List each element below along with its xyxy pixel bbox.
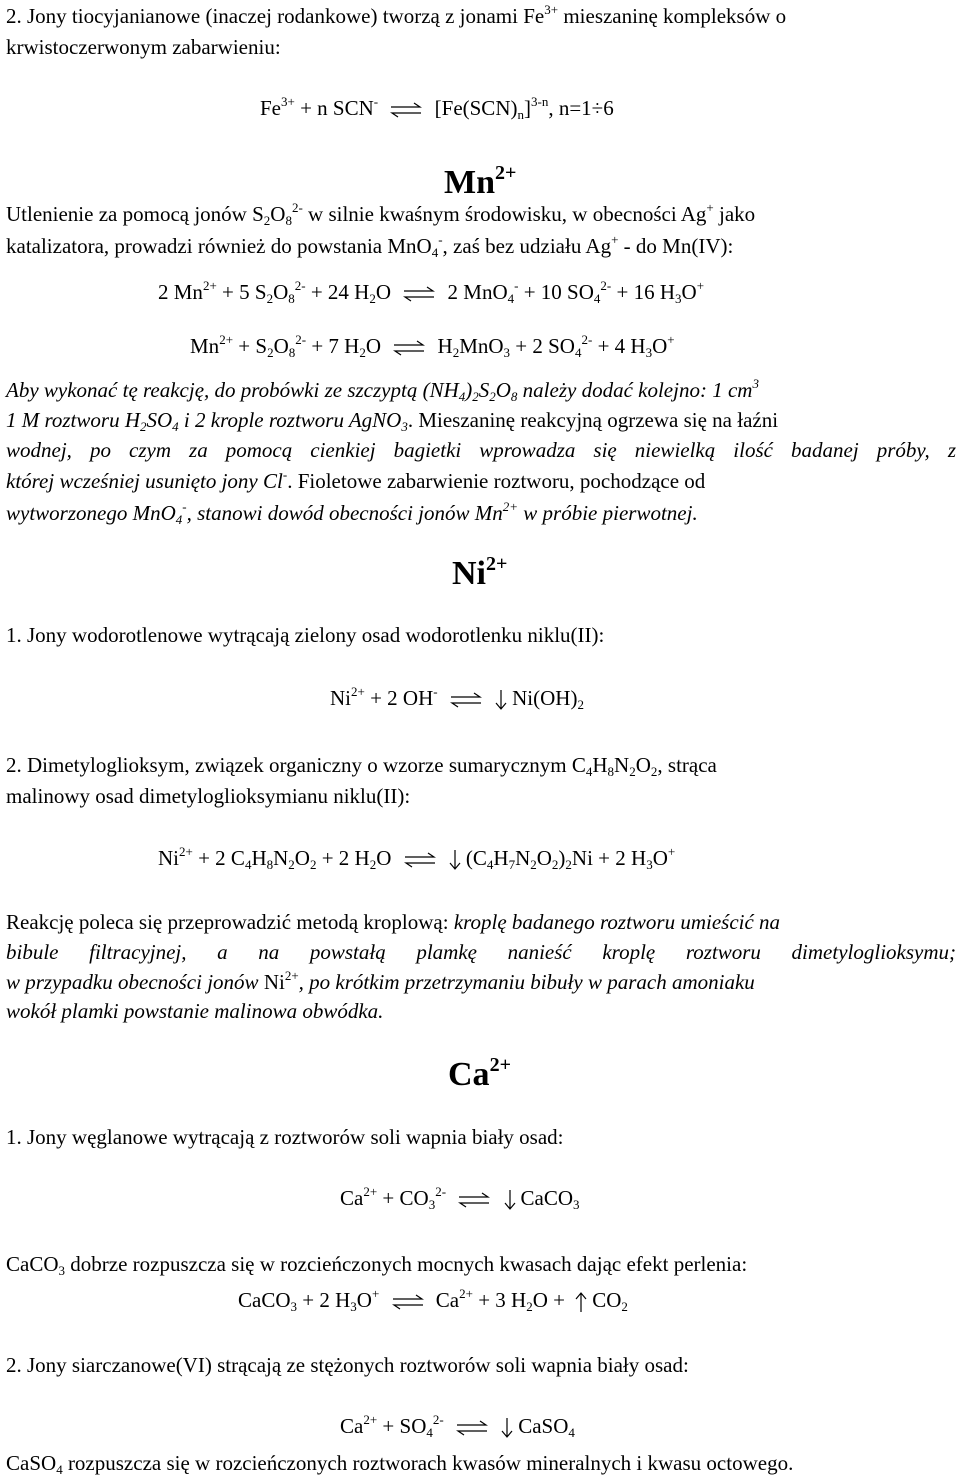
equilibrium-arrow-icon	[449, 692, 483, 708]
ni-paragraph-2-line-2: malinowy osad dimetyloglioksymianu niklu(II):	[6, 784, 411, 808]
ca-heading: $Ca^{2+}$	[448, 1054, 511, 1093]
ni-paragraph-1: 1. Jony wodorotlenowe wytrącają zielony osad wodorotlenku niklu(II):	[6, 623, 605, 647]
ca-paragraph-2: CaCO$_3$ dobrze rozpuszcza się w rozcieńczonych mocnych kwasach dając efekt perlenia:	[6, 1252, 748, 1278]
mn-procedure-line-1: Aby wykonać tę reakcję, do probówki ze szczyptą $(NH_4)_2S_2O_8$ należy dodać kolejno: 1 $cm^3$	[6, 376, 759, 404]
equilibrium-arrow-icon	[389, 102, 423, 118]
ni-heading: $Ni^{2+}$	[452, 553, 508, 592]
mn-paragraph-line-1: Utlenienie za pomocą jonów $S_2O_8^{2-}$ w silnie kwaśnym środowisku, w obecności Ag+ jako	[6, 200, 756, 228]
fe-equation: $Fe^{3+} + n$ SCN- $[Fe(SCN)_n]^{3-n}$, n=1÷6	[260, 94, 614, 122]
ca-paragraph-4: CaSO$_4$ rozpuszcza się w rozcieńczonych roztworach kwasów mineralnych i kwasu octowego.	[6, 1451, 794, 1477]
precipitate-arrow-icon	[494, 689, 508, 711]
mn-procedure-line-2: 1 M roztworu $H_2SO_4$ i 2 krople roztworu AgNO$_3$. Mieszaninę reakcyjną ogrzewa się na łaźni	[6, 408, 779, 434]
ni-reaction-line-4: wokół plamki powstanie malinowa obwódka.	[6, 999, 384, 1023]
ni-reaction-line-3: w przypadku obecności jonów $Ni^{2+}$, po krótkim przetrzymaniu bibuły w parach amoniaku	[6, 968, 755, 994]
ca-paragraph-3: 2. Jony siarczanowe(VI) strącają ze stężonych roztworów soli wapnia biały osad:	[6, 1353, 689, 1377]
ca-equation-2: CaCO$_3$ + 2 $H_3O^+$ $Ca^{2+} + 3$ $H_2O + CO_2$	[238, 1286, 628, 1314]
mn-heading: $Mn^{2+}$	[444, 162, 517, 201]
equilibrium-arrow-icon	[391, 1294, 425, 1310]
gas-evolution-arrow-icon	[574, 1291, 588, 1313]
precipitate-arrow-icon	[448, 849, 462, 871]
mn-equation-2: $Mn^{2+} + S_2O_8^{2-} + 7$ $H_2O$ $H_2MnO_3 + 2$ $SO_4^{2-} + 4$ $H_3O^+$	[190, 332, 675, 360]
ca-equation-3: $Ca^{2+} + SO_4^{2-}$ CaSO$_4$	[340, 1412, 575, 1440]
equilibrium-arrow-icon	[392, 340, 426, 356]
fe-intro-line-2: krwistoczerwonym zabarwieniu:	[6, 35, 281, 59]
mn-procedure-line-3: wodnej, po czym za pomocą cienkiej bagietki wprowadza się niewielką ilość badanej próby, z	[6, 438, 956, 462]
mn-procedure-line-4: której wcześniej usunięto jony Cl-. Fioletowe zabarwienie roztworu, pochodzące od	[6, 467, 706, 493]
equilibrium-arrow-icon	[455, 1420, 489, 1436]
ni-equation-1: $Ni^{2+} + 2$ OH- $Ni(OH)_2$	[330, 684, 584, 712]
equilibrium-arrow-icon	[457, 1192, 491, 1208]
ni-equation-2: $Ni^{2+} + 2$ $C_4H_8N_2O_2 + 2$ $H_2O$ $(C_4H_7N_2O_2)_2Ni + 2$ $H_3O^+$	[158, 844, 676, 872]
ca-equation-1: $Ca^{2+} + CO_3^{2-}$ CaCO$_3$	[340, 1184, 580, 1212]
ni-paragraph-2-line-1: 2. Dimetyloglioksym, związek organiczny o wzorze sumarycznym $C_4H_8N_2O_2$, strąca	[6, 753, 717, 779]
mn-paragraph-line-2: katalizatora, prowadzi również do powstania MnO$_4$-, zaś bez udziału Ag+ - do Mn(IV):	[6, 232, 734, 260]
ni-reaction-line-2: bibule filtracyjnej, a na powstałą plamkę nanieść kroplę roztworu dimetyloglioksymu;	[6, 940, 956, 964]
equilibrium-arrow-icon	[403, 852, 437, 868]
ca-paragraph-1: 1. Jony węglanowe wytrącają z roztworów soli wapnia biały osad:	[6, 1125, 564, 1149]
ni-reaction-line-1: Reakcję poleca się przeprowadzić metodą kroplową: kroplę badanego roztworu umieścić na	[6, 910, 781, 934]
mn-equation-1: 2 $Mn^{2+} + 5$ $S_2O_8^{2-} + 24$ $H_2O$ 2 MnO$_4$- + 10 $SO_4^{2-} + 16$ $H_3O^+$	[158, 278, 705, 306]
fe-intro-line-1: 2. Jony tiocyjanianowe (inaczej rodankowe) tworzą z jonami $Fe^{3+}$ mieszaninę kompleksów o	[6, 2, 787, 28]
equilibrium-arrow-icon	[402, 286, 436, 302]
mn-procedure-line-5: wytworzonego MnO$_4$-, stanowi dowód obecności jonów $Mn^{2+}$ w próbie pierwotnej.	[6, 499, 698, 527]
precipitate-arrow-icon	[500, 1417, 514, 1439]
precipitate-arrow-icon	[503, 1189, 517, 1211]
